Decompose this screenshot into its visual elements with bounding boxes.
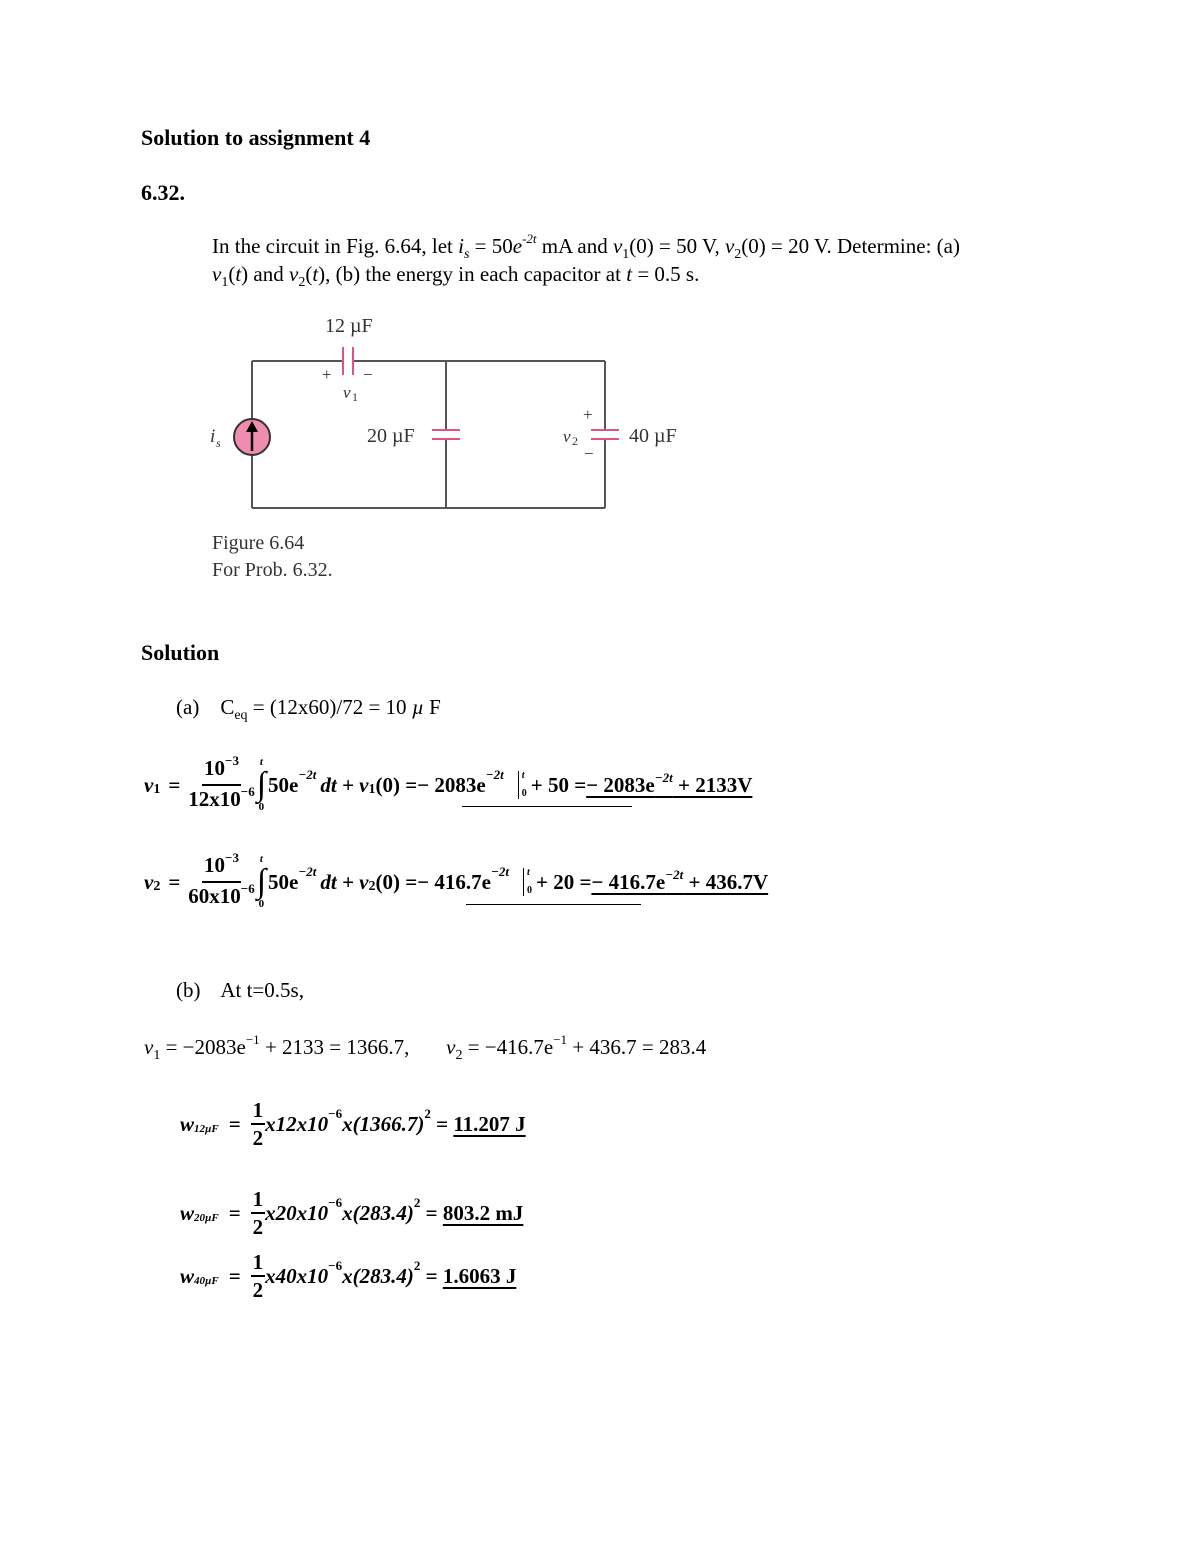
- v1-label: v: [343, 383, 351, 402]
- energy-12uf: w 12µF = $\frac{1}{2}$ x12x10 −6 x(1366.7) 2 = 11.207 J: [180, 1098, 526, 1150]
- problem-line-2: $v_1(t)$ and $v_2(t)$, (b) the energy in each capacitor at t = 0.5 s.: [212, 262, 700, 290]
- v1-plus-sign: +: [322, 365, 332, 384]
- v2-intermediate-underline: [466, 904, 641, 905]
- energy-40uf: w 40µF = $\frac{1}{2}$ x40x10 −6 x(283.4) 2 = 1.6063 J: [180, 1250, 517, 1302]
- part-b-label: (b) At t=0.5s,: [176, 978, 304, 1002]
- problem-line-1: In the circuit in Fig. 6.64, let $i_s = 50e^{-2t}$ mA and $v_1(0) = 50$ V, $v_2(0) = 20$ V. Determine: (a): [212, 231, 960, 262]
- is-label-sub: s: [216, 436, 221, 450]
- v1-minus-sign: −: [363, 365, 373, 384]
- v2-result: − $416.7e^{-2t} + 436.7V$: [591, 866, 769, 894]
- current-source: [234, 419, 270, 455]
- capacitor-40uf: [591, 430, 619, 439]
- document-title: Solution to assignment 4: [141, 125, 371, 150]
- v2-label: v: [563, 427, 571, 446]
- energy-12uf-result: 11.207 J: [453, 1111, 526, 1136]
- evaluation-bar: t 0: [523, 868, 532, 896]
- v1-coefficient-fraction: $\frac{10^{-3}}{12x10^{-6}}$: [188, 753, 255, 811]
- v2-minus-sign: −: [584, 444, 594, 463]
- v2-equation: v 2 = $\frac{10^{-3}}{60x10^{-6}}$ t ∫ 0 50e −2t dt + v 2 (0) = − 416.7e −2t t 0 + 20 = − $416.7e^{-2t} + 436.7V$: [144, 850, 769, 910]
- v1-intermediate-underline: [462, 806, 632, 807]
- evaluation-bar: t 0: [518, 771, 527, 799]
- v2-plus-sign: +: [583, 405, 593, 424]
- energy-20uf: w 20µF = $\frac{1}{2}$ x20x10 −6 x(283.4) 2 = 803.2 mJ: [180, 1187, 524, 1239]
- v1-equation: v 1 = $\frac{10^{-3}}{12x10^{-6}}$ t ∫ 0 50e −2t dt + v 1 (0) = − 2083e −2t t 0 + 50 = − $2083e^{-2t} + 2133V$: [144, 753, 753, 813]
- v2-label-sub: 2: [572, 434, 578, 448]
- circuit-diagram: [200, 305, 700, 520]
- capacitor-20uf: [432, 430, 460, 439]
- capacitor-12uf: [343, 347, 353, 375]
- cap-top-label: 12 µF: [325, 315, 373, 337]
- solution-heading: Solution: [141, 640, 220, 665]
- integral-sign: t ∫ 0: [256, 853, 267, 910]
- v1-label-sub: 1: [352, 390, 358, 404]
- is-label: i: [210, 426, 216, 447]
- integral-sign: t ∫ 0: [256, 756, 267, 813]
- cap-right-label: 40 µF: [629, 425, 677, 447]
- circuit-wires: [252, 361, 605, 508]
- cap-mid-label: 20 µF: [367, 425, 415, 447]
- energy-20uf-result: 803.2 mJ: [442, 1200, 524, 1225]
- capacitor-voltages-line: $v_1 = -2083e^{-1} + 2133 = 1366.7$, $v_2 = -416.7e^{-1} + 436.7 = 283.4$: [144, 1032, 707, 1063]
- figure-caption-subtitle: For Prob. 6.32.: [212, 559, 333, 581]
- v2-coefficient-fraction: $\frac{10^{-3}}{60x10^{-6}}$: [188, 850, 255, 908]
- energy-40uf-result: 1.6063 J: [442, 1263, 517, 1288]
- v1-result: − $2083e^{-2t} + 2133V$: [586, 769, 753, 797]
- problem-number: 6.32.: [141, 180, 185, 205]
- figure-caption-title: Figure 6.64: [212, 532, 305, 554]
- part-a-ceq: (a) $C_{eq} = (12x60)/72 = 10$ µ F: [176, 695, 441, 723]
